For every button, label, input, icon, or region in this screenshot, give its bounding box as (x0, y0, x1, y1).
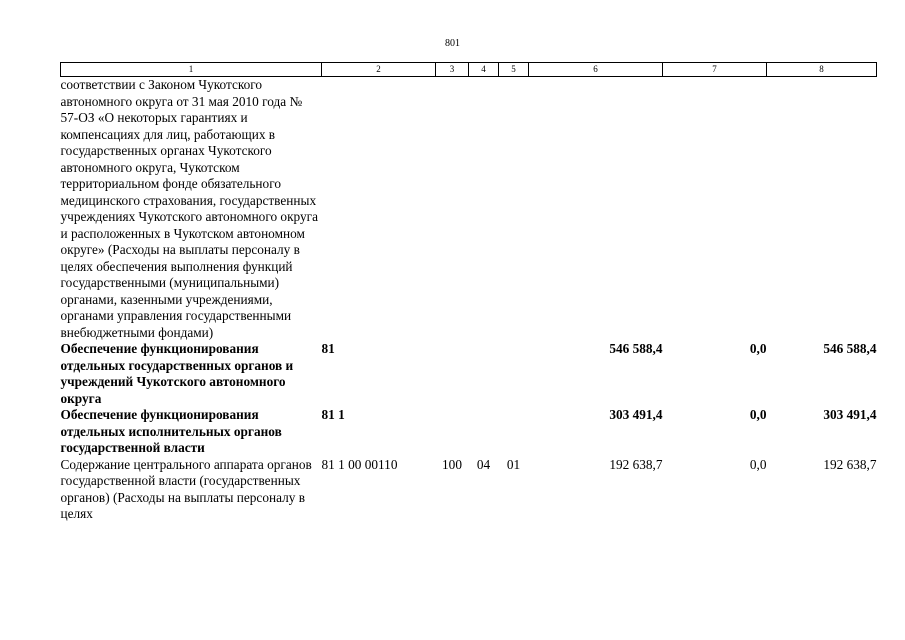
row-change: 0,0 (749, 456, 767, 472)
row-total: 192 638,7 (823, 456, 877, 472)
row-total (767, 77, 877, 342)
row-code (322, 77, 436, 342)
row-rz (469, 341, 499, 407)
row-sum: 546 588,4 (609, 341, 663, 356)
row-name: соответствии с Законом Чукотского автономного округа от 31 мая 2010 года № 57-ОЗ «О некоторых гарантиях и компенсациях для лиц, работающих в государственных органах Чукотского автономного округа, Чукотском территориальном фонде обязательного медицинского страхования, государственных учреждениях Чукотского автономного округа и расположенных в Чукотском автономном округе» (Расходы на выплаты персоналу в целях обеспечения выполнения функций государственными (муниципальными) органами, казенными учреждениями, органами управления государственными внебюджетными фондами) (60, 77, 319, 340)
column-header: 3 (436, 63, 469, 77)
row-vr: 100 (442, 456, 462, 472)
row-change: 0,0 (749, 407, 767, 422)
row-total: 546 588,4 (823, 341, 877, 356)
table-row (61, 341, 877, 407)
row-sum (529, 77, 663, 342)
row-total: 303 491,4 (823, 407, 877, 422)
column-header: 5 (499, 63, 529, 77)
column-header: 4 (469, 63, 499, 77)
table-row (61, 407, 877, 457)
row-change: 0,0 (749, 341, 767, 356)
row-rz (469, 77, 499, 342)
column-header: 2 (322, 63, 436, 77)
row-name: Содержание центрального аппарата органов государственной власти (государственных органов) (Расходы на выплаты персоналу в целях (60, 456, 312, 521)
row-vr (436, 341, 469, 407)
row-code: 81 1 00 00110 (321, 456, 398, 472)
row-rz (469, 407, 499, 457)
row-sum: 303 491,4 (609, 407, 663, 422)
column-header: 7 (663, 63, 767, 77)
table-row (61, 77, 877, 342)
row-name: Обеспечение функционирования отдельных государственных органов и учреждений Чукотского автономного округа (60, 341, 294, 406)
page-number: 801 (445, 38, 460, 49)
row-pr (499, 77, 529, 342)
column-header: 6 (529, 63, 663, 77)
budget-table (60, 62, 877, 523)
row-vr (436, 407, 469, 457)
row-rz: 04 (476, 456, 491, 472)
column-header: 1 (61, 63, 322, 77)
row-vr (436, 77, 469, 342)
row-code: 81 1 (321, 407, 345, 422)
row-pr (499, 407, 529, 457)
row-pr: 01 (506, 456, 521, 472)
row-name: Обеспечение функционирования отдельных исполнительных органов государственной власти (60, 407, 282, 455)
row-pr (499, 341, 529, 407)
column-header-row (61, 63, 877, 77)
row-code: 81 (321, 341, 335, 356)
row-change (663, 77, 767, 342)
row-sum: 192 638,7 (609, 456, 663, 472)
table-row (61, 457, 877, 523)
column-header: 8 (767, 63, 877, 77)
